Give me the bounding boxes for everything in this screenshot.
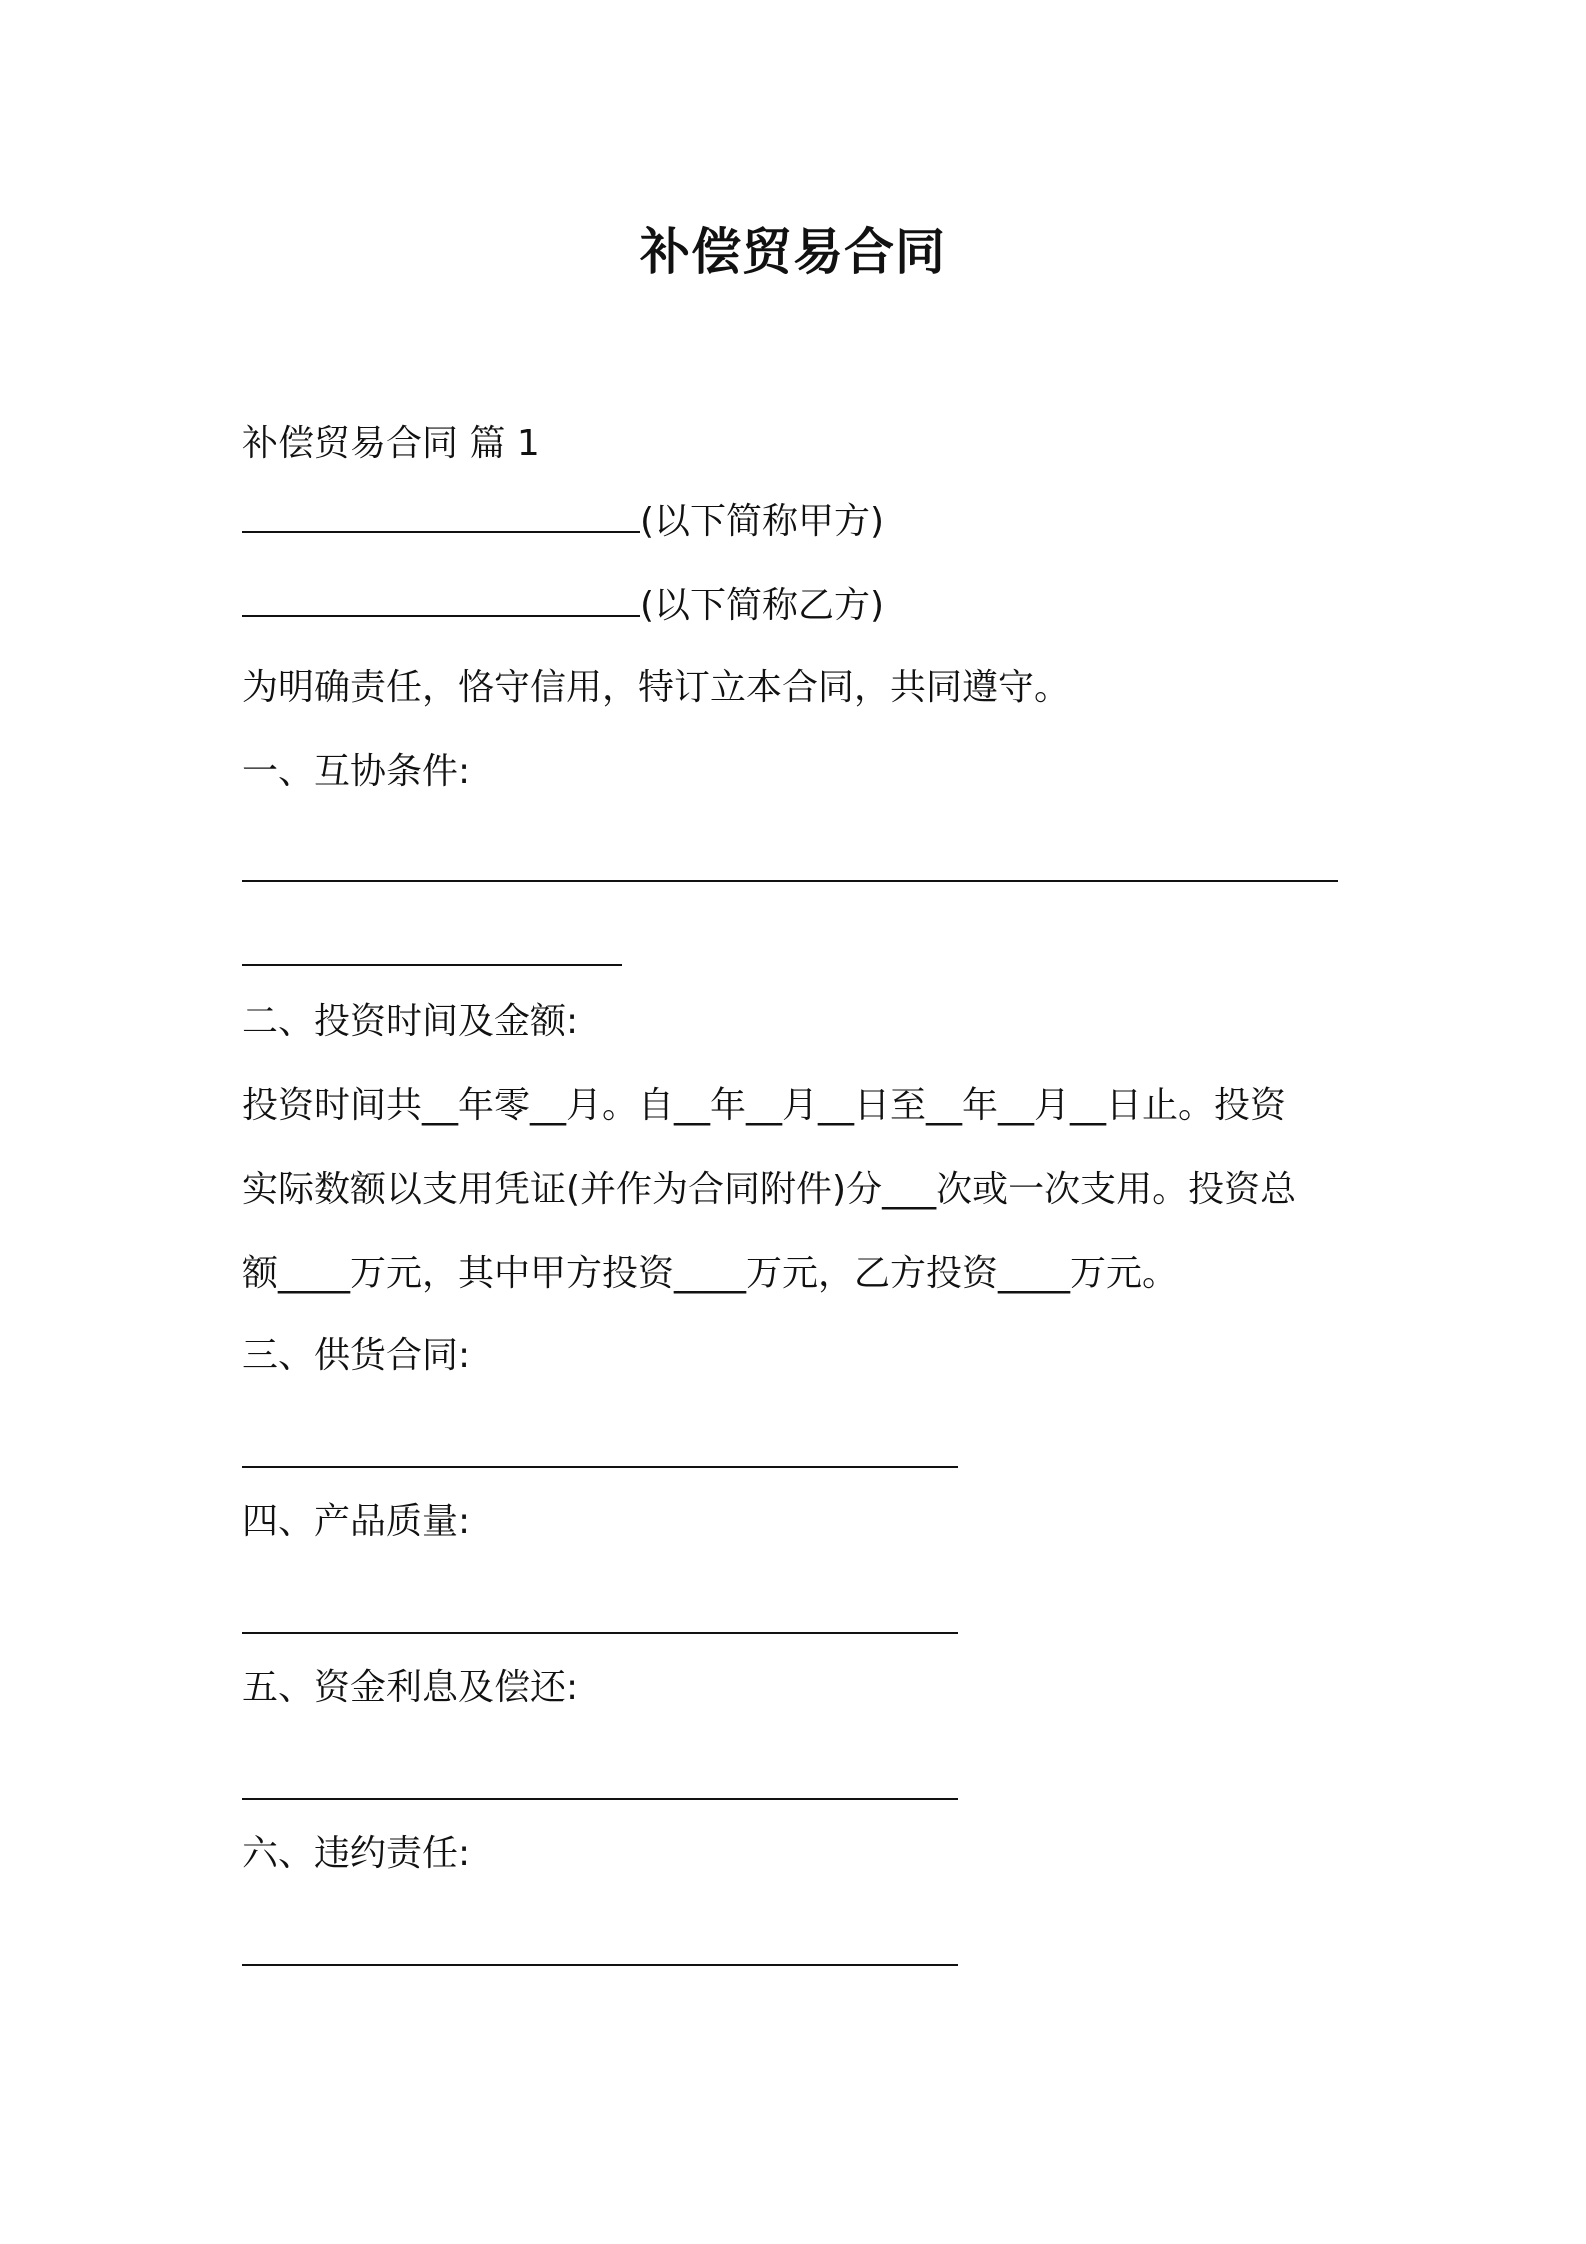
party-a-blank[interactable] bbox=[242, 501, 640, 533]
party-b-label: (以下简称乙方) bbox=[640, 585, 885, 626]
investment-line-1: 投资时间共__年零__月。自__年__月__日至__年__月__日止。投资 bbox=[242, 1085, 1287, 1126]
clause-1-heading: 一、互协条件: bbox=[242, 751, 471, 792]
party-a-line bbox=[242, 498, 884, 546]
investment-line-3: 额____万元，其中甲方投资____万元，乙方投资____万元。 bbox=[242, 1253, 1179, 1294]
clause-6-blank-line[interactable] bbox=[242, 1964, 958, 1966]
clause-5-heading: 五、资金利息及偿还: bbox=[242, 1667, 579, 1708]
section-heading: 补偿贸易合同 篇 1 bbox=[242, 423, 540, 464]
clause-4-blank-line[interactable] bbox=[242, 1632, 958, 1634]
party-b-blank[interactable] bbox=[242, 585, 640, 617]
clause-1-blank-line-1[interactable] bbox=[242, 880, 1338, 882]
clause-3-heading: 三、供货合同: bbox=[242, 1335, 471, 1376]
clause-3-blank-line[interactable] bbox=[242, 1466, 958, 1468]
document-title: 补偿贸易合同 bbox=[640, 223, 946, 281]
clause-4-heading: 四、产品质量: bbox=[242, 1501, 471, 1542]
preamble: 为明确责任，恪守信用，特订立本合同，共同遵守。 bbox=[242, 667, 1071, 708]
clause-1-blank-line-2[interactable] bbox=[242, 964, 622, 966]
clause-6-heading: 六、违约责任: bbox=[242, 1833, 471, 1874]
party-b-line bbox=[242, 582, 884, 630]
investment-line-2: 实际数额以支用凭证(并作为合同附件)分___次或一次支用。投资总 bbox=[242, 1169, 1297, 1210]
party-a-label: (以下简称甲方) bbox=[640, 501, 885, 542]
clause-5-blank-line[interactable] bbox=[242, 1798, 958, 1800]
clause-2-heading: 二、投资时间及金额: bbox=[242, 1001, 579, 1042]
